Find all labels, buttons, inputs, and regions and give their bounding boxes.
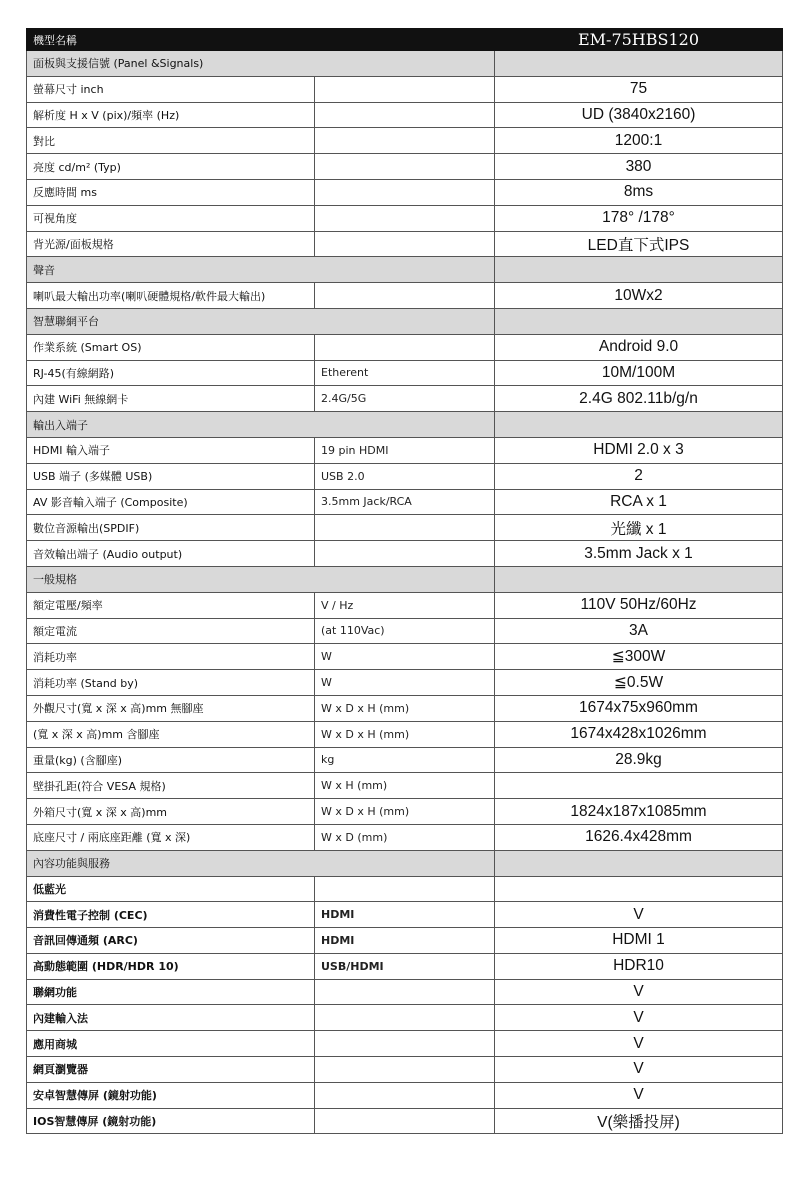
spec-row (27, 386, 783, 412)
spec-label: 喇叭最大輸出功率(喇叭硬體規格/軟件最大輸出) (27, 283, 315, 309)
spec-value: 3A (495, 618, 783, 644)
spec-label: RJ-45(有線網路) (27, 360, 315, 386)
spec-note: W x D (mm) (315, 824, 495, 850)
spec-row (27, 463, 783, 489)
section-row (27, 566, 783, 592)
spec-row (27, 799, 783, 825)
section-title: 內容功能與服務 (27, 850, 495, 876)
spec-row (27, 154, 783, 180)
section-row (27, 412, 783, 438)
spec-row (27, 541, 783, 567)
spec-note (315, 1082, 495, 1108)
spec-note (315, 231, 495, 257)
spec-note: USB 2.0 (315, 463, 495, 489)
spec-label: 消耗功率 (27, 644, 315, 670)
spec-row (27, 670, 783, 696)
spec-label: 額定電壓/頻率 (27, 592, 315, 618)
spec-label: 解析度 H x V (pix)/頻率 (Hz) (27, 102, 315, 128)
section-row (27, 308, 783, 334)
spec-value: 178° /178° (495, 205, 783, 231)
spec-note: 19 pin HDMI (315, 437, 495, 463)
spec-value: 28.9kg (495, 747, 783, 773)
spec-label: 壁掛孔距(符合 VESA 規格) (27, 773, 315, 799)
spec-table (26, 28, 783, 1134)
spec-value: ≦300W (495, 644, 783, 670)
section-value-cell (495, 850, 783, 876)
spec-value: 75 (495, 76, 783, 102)
spec-note: 2.4G/5G (315, 386, 495, 412)
spec-row (27, 644, 783, 670)
spec-note (315, 102, 495, 128)
spec-row (27, 902, 783, 928)
spec-value: V (495, 902, 783, 928)
spec-note: W x D x H (mm) (315, 721, 495, 747)
section-title: 智慧聯網平台 (27, 308, 495, 334)
spec-label: 應用商城 (27, 1031, 315, 1057)
spec-row (27, 618, 783, 644)
spec-note: kg (315, 747, 495, 773)
spec-value: V (495, 1057, 783, 1083)
spec-note (315, 283, 495, 309)
spec-value: HDMI 1 (495, 928, 783, 954)
spec-row (27, 489, 783, 515)
spec-note (315, 154, 495, 180)
spec-label: 重量(kg) (含腳座) (27, 747, 315, 773)
spec-note: W x D x H (mm) (315, 799, 495, 825)
spec-row (27, 1082, 783, 1108)
section-row (27, 850, 783, 876)
spec-label: 外箱尺寸(寬 x 深 x 高)mm (27, 799, 315, 825)
spec-value: V (495, 1005, 783, 1031)
spec-label: 反應時間 ms (27, 179, 315, 205)
spec-label: 內建輸入法 (27, 1005, 315, 1031)
spec-row (27, 876, 783, 902)
spec-value: V (495, 1031, 783, 1057)
spec-row (27, 360, 783, 386)
spec-value: RCA x 1 (495, 489, 783, 515)
spec-label: 底座尺寸 / 兩底座距離 (寬 x 深) (27, 824, 315, 850)
section-row (27, 257, 783, 283)
spec-note (315, 1108, 495, 1134)
spec-row (27, 928, 783, 954)
spec-label: 消耗功率 (Stand by) (27, 670, 315, 696)
spec-note: W x D x H (mm) (315, 695, 495, 721)
spec-row (27, 953, 783, 979)
spec-row (27, 102, 783, 128)
spec-label: 網頁瀏覽器 (27, 1057, 315, 1083)
spec-value: 3.5mm Jack x 1 (495, 541, 783, 567)
spec-row (27, 1057, 783, 1083)
spec-row (27, 205, 783, 231)
spec-row (27, 592, 783, 618)
spec-value: 1200:1 (495, 128, 783, 154)
spec-row (27, 231, 783, 257)
spec-row (27, 1031, 783, 1057)
spec-row (27, 773, 783, 799)
spec-value: 光纖 x 1 (495, 515, 783, 541)
spec-note (315, 1005, 495, 1031)
model-name-label: 機型名稱 (27, 29, 315, 51)
spec-note: USB/HDMI (315, 953, 495, 979)
spec-value: V (495, 979, 783, 1005)
spec-value: 8ms (495, 179, 783, 205)
section-value-cell (495, 412, 783, 438)
spec-note (315, 541, 495, 567)
section-title: 面板與支援信號 (Panel &Signals) (27, 51, 495, 77)
spec-row (27, 283, 783, 309)
spec-label: (寬 x 深 x 高)mm 含腳座 (27, 721, 315, 747)
spec-label: 音效輸出端子 (Audio output) (27, 541, 315, 567)
spec-value: HDMI 2.0 x 3 (495, 437, 783, 463)
spec-note (315, 876, 495, 902)
spec-value: Android 9.0 (495, 334, 783, 360)
spec-label: AV 影音輸入端子 (Composite) (27, 489, 315, 515)
spec-value (495, 876, 783, 902)
spec-label: USB 端子 (多媒體 USB) (27, 463, 315, 489)
spec-note: W (315, 670, 495, 696)
spec-note (315, 179, 495, 205)
spec-row (27, 695, 783, 721)
spec-row (27, 1108, 783, 1134)
section-value-cell (495, 257, 783, 283)
spec-label: 數位音源輸出(SPDIF) (27, 515, 315, 541)
model-number: EM-75HBS120 (495, 29, 783, 51)
spec-value: 110V 50Hz/60Hz (495, 592, 783, 618)
section-value-cell (495, 51, 783, 77)
spec-label: IOS智慧傳屏 (鏡射功能) (27, 1108, 315, 1134)
spec-note (315, 205, 495, 231)
spec-label: 安卓智慧傳屏 (鏡射功能) (27, 1082, 315, 1108)
spec-label: 亮度 cd/m² (Typ) (27, 154, 315, 180)
section-title: 一般規格 (27, 566, 495, 592)
section-title: 聲音 (27, 257, 495, 283)
spec-table-body (27, 29, 783, 1134)
spec-label: HDMI 輸入端子 (27, 437, 315, 463)
spec-label: 內建 WiFi 無線網卡 (27, 386, 315, 412)
spec-value (495, 773, 783, 799)
spec-note: W x H (mm) (315, 773, 495, 799)
spec-row (27, 515, 783, 541)
spec-note (315, 515, 495, 541)
spec-note: V / Hz (315, 592, 495, 618)
spec-row (27, 128, 783, 154)
spec-label: 可視角度 (27, 205, 315, 231)
spec-value: V(樂播投屏) (495, 1108, 783, 1134)
spec-label: 對比 (27, 128, 315, 154)
spec-value: 1626.4x428mm (495, 824, 783, 850)
section-row (27, 51, 783, 77)
spec-value: ≦0.5W (495, 670, 783, 696)
spec-label: 音訊回傳通頻 (ARC) (27, 928, 315, 954)
spec-note: HDMI (315, 928, 495, 954)
spec-label: 外觀尺寸(寬 x 深 x 高)mm 無腳座 (27, 695, 315, 721)
spec-label: 聯網功能 (27, 979, 315, 1005)
spec-note: 3.5mm Jack/RCA (315, 489, 495, 515)
spec-note: W (315, 644, 495, 670)
spec-value: 380 (495, 154, 783, 180)
spec-label: 額定電流 (27, 618, 315, 644)
spec-note (315, 76, 495, 102)
spec-row (27, 747, 783, 773)
spec-note (315, 979, 495, 1005)
spec-note: (at 110Vac) (315, 618, 495, 644)
spec-label: 作業系統 (Smart OS) (27, 334, 315, 360)
spec-value: 1674x428x1026mm (495, 721, 783, 747)
spec-row (27, 437, 783, 463)
spec-value: V (495, 1082, 783, 1108)
spec-note (315, 1057, 495, 1083)
spec-note (315, 334, 495, 360)
spec-row (27, 979, 783, 1005)
spec-value: HDR10 (495, 953, 783, 979)
spec-row (27, 824, 783, 850)
spec-row (27, 334, 783, 360)
spec-value: 1824x187x1085mm (495, 799, 783, 825)
section-value-cell (495, 308, 783, 334)
spec-row (27, 76, 783, 102)
spec-note: Etherent (315, 360, 495, 386)
header-note-cell (315, 29, 495, 51)
spec-row (27, 721, 783, 747)
spec-label: 低藍光 (27, 876, 315, 902)
spec-label: 背光源/面板規格 (27, 231, 315, 257)
header-row (27, 29, 783, 51)
spec-value: 10M/100M (495, 360, 783, 386)
spec-value: 1674x75x960mm (495, 695, 783, 721)
spec-label: 螢幕尺寸 inch (27, 76, 315, 102)
spec-row (27, 1005, 783, 1031)
spec-note (315, 1031, 495, 1057)
spec-value: LED直下式IPS (495, 231, 783, 257)
spec-value: 10Wx2 (495, 283, 783, 309)
spec-note (315, 128, 495, 154)
spec-label: 消費性電子控制 (CEC) (27, 902, 315, 928)
spec-row (27, 179, 783, 205)
section-title: 輸出入端子 (27, 412, 495, 438)
spec-value: 2 (495, 463, 783, 489)
spec-value: UD (3840x2160) (495, 102, 783, 128)
spec-note: HDMI (315, 902, 495, 928)
section-value-cell (495, 566, 783, 592)
spec-value: 2.4G 802.11b/g/n (495, 386, 783, 412)
spec-label: 高動態範圍 (HDR/HDR 10) (27, 953, 315, 979)
